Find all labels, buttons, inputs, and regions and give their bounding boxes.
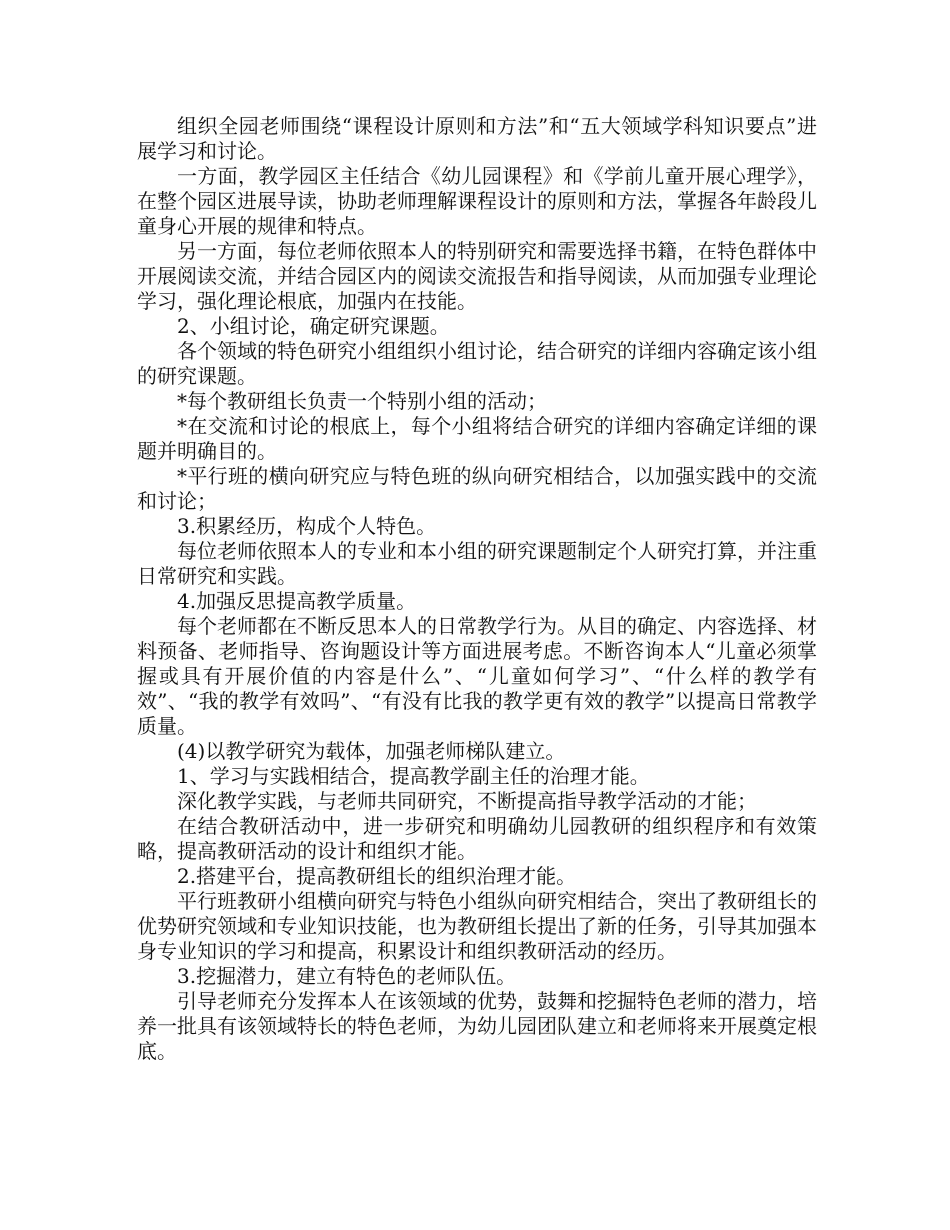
bullet-item: *平行班的横向研究应与特色班的纵向研究相结合，以加强实践中的交流和讨论； [137,464,817,513]
section-heading: 2、小组讨论，确定研究课题。 [177,314,450,338]
section-heading: 4.加强反思提高教学质量。 [177,589,417,613]
document-body [137,114,817,1064]
paragraph: 每个老师都在不断反思本人的日常教学行为。从目的确定、内容选择、材料预备、老师指导、咨询题设计等方面进展考虑。不断咨询本人“儿童必须掌握或具有开展价值的内容是什么”、“儿童如何学习”、“什么样的教学有效”、“我的教学有效吗”、“有没有比我的教学更有效的教学”以提高日常教学质量。 [137,614,817,738]
paragraph: 深化教学实践，与老师共同研究，不断提高指导教学活动的才能； [177,789,757,813]
paragraph: 另一方面，每位老师依照本人的特别研究和需要选择书籍，在特色群体中开展阅读交流，并结合园区内的阅读交流报告和指导阅读，从而加强专业理论学习，强化理论根底，加强内在技能。 [137,239,817,313]
paragraph: 每位老师依照本人的专业和本小组的研究课题制定个人研究打算，并注重日常研究和实践。 [137,539,817,588]
paragraph: 一方面，教学园区主任结合《幼儿园课程》和《学前儿童开展心理学》，在整个园区进展导读，协助老师理解课程设计的原则和方法，掌握各年龄段儿童身心开展的规律和特点。 [137,164,817,238]
section-heading: 3.挖掘潜力，建立有特色的老师队伍。 [177,964,517,988]
paragraph: 组织全园老师围绕“课程设计原则和方法”和“五大领域学科知识要点”进展学习和讨论。 [137,114,817,163]
section-heading: 3.积累经历，构成个人特色。 [177,514,437,538]
paragraph: 各个领域的特色研究小组组织小组讨论，结合研究的详细内容确定该小组的研究课题。 [137,339,817,388]
paragraph: 平行班教研小组横向研究与特色小组纵向研究相结合，突出了教研组长的优势研究领域和专业知识技能，也为教研组长提出了新的任务，引导其加强本身专业知识的学习和提高，积累设计和组织教研活动的经历。 [137,889,817,963]
bullet-item: *在交流和讨论的根底上，每个小组将结合研究的详细内容确定详细的课题并明确目的。 [137,414,817,463]
section-heading: 1、学习与实践相结合，提高教学副主任的治理才能。 [177,764,650,788]
section-heading: 2.搭建平台，提高教研组长的组织治理才能。 [177,864,577,888]
bullet-item: *每个教研组长负责一个特别小组的活动； [177,389,547,413]
paragraph: 引导老师充分发挥本人在该领域的优势，鼓舞和挖掘特色老师的潜力，培养一批具有该领域特长的特色老师，为幼儿园团队建立和老师将来开展奠定根底。 [137,989,817,1063]
paragraph: 在结合教研活动中，进一步研究和明确幼儿园教研的组织程序和有效策略，提高教研活动的设计和组织才能。 [137,814,817,863]
section-heading: (4)以教学研究为载体，加强老师梯队建立。 [177,739,566,763]
